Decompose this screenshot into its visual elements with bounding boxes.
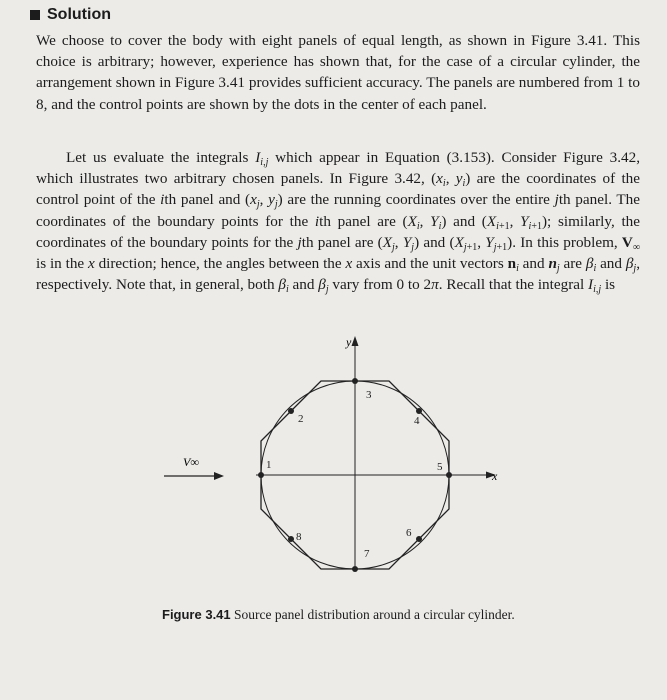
control-point-4	[416, 408, 422, 414]
control-point-8	[288, 536, 294, 542]
x-axis-label: x	[492, 469, 498, 483]
section-heading	[30, 6, 111, 24]
y-axis-arrowhead	[352, 336, 359, 346]
caption-text: Source panel distribution around a circular cylinder.	[234, 607, 515, 622]
control-point-5	[446, 472, 452, 478]
freestream-label: V∞	[183, 455, 199, 469]
panel-label-2: 2	[298, 413, 304, 425]
panel-label-6: 6	[406, 527, 412, 539]
square-bullet-icon	[30, 10, 40, 20]
control-point-3	[352, 378, 358, 384]
control-point-2	[288, 408, 294, 414]
panel-label-8: 8	[296, 531, 302, 543]
figure-3-41	[160, 330, 520, 602]
freestream-arrowhead	[214, 472, 224, 480]
control-point-6	[416, 536, 422, 542]
section-heading-text: Solution	[47, 6, 111, 23]
y-axis-label: y	[346, 335, 352, 349]
figure-caption	[162, 606, 522, 623]
control-point-1	[258, 472, 264, 478]
paragraph-2: Let us evaluate the integrals $I_{i,j}$ which appear in Equation (3.153). Consider Figure 3.42, which illustrates two arbitrary chosen panels. In Figure 3.42, ($x_i$, $y_i$) are the coordinates of the control point of the ith panel and ($x_j$, $y_j$) are the running coordinates over the entire jth panel. The coordinates of the boundary points for the ith panel are ($X_i$, $Y_i$) and ($X_{i+1}$, $Y_{i+1}$); similarly, the coordinates of the boundary points for the jth panel are ($X_j$, $Y_j$) and ($X_{j+1}$, $Y_{j+1}$). In this problem, $V_\infty$ is in the x direction; hence, the angles between the x axis and the unit vectors $n_i$ and $n_j$ are $\beta_i$ and $\beta_j$, respectively. Note that, in general, both $\beta_i$ and $\beta_j$ vary from 0 to 2π. Recall that the integral $I_{i,j}$ is	[36, 149, 641, 296]
control-point-7	[352, 566, 358, 572]
panel-label-7: 7	[364, 548, 370, 560]
panel-label-4: 4	[414, 415, 420, 427]
paragraph-1: We choose to cover the body with eight panels of equal length, as shown in Figure 3.41. This choice is arbitrary; however, experience has shown that, for the case of a circular cylinder, the arrangement shown in Figure 3.41 provides sufficient accuracy. The panels are numbered from 1 to 8, and the control points are shown by the dots in the center of each panel.	[36, 32, 640, 113]
caption-label: Figure 3.41	[162, 607, 231, 622]
panel-label-3: 3	[366, 389, 372, 401]
panel-label-1: 1	[266, 459, 272, 471]
panel-label-5: 5	[437, 461, 443, 473]
